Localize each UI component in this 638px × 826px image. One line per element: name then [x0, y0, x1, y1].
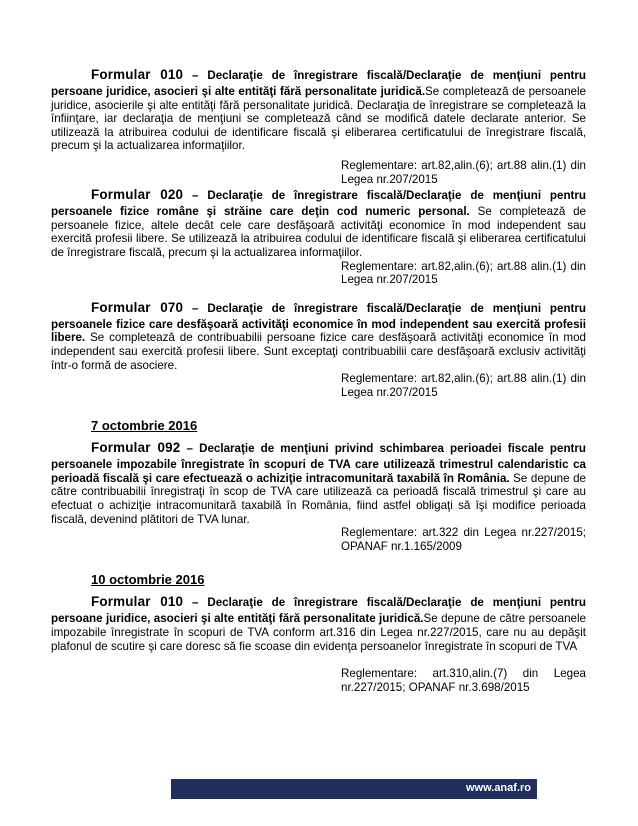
reglementare-line: Reglementare: art.82,alin.(6); art.88 alin.(1) din [341, 372, 586, 386]
reglementare-line: Reglementare: art.82,alin.(6); art.88 alin.(1) din [341, 259, 586, 273]
form-section-010 [51, 66, 586, 153]
reglementare-line: Legea nr.207/2015 [341, 172, 438, 186]
form-heading [51, 66, 586, 85]
form-section-020 [51, 186, 586, 259]
form-number: Formular 020 [91, 187, 184, 203]
form-number: Formular 010 [91, 594, 184, 610]
form-dash: – [192, 301, 199, 315]
form-title-continued: persoane juridice, asocieri şi alte entităţi fără personalitate juridică. [51, 612, 424, 626]
form-heading [51, 186, 586, 205]
form-title: Declaraţie de înregistrare fiscală/Declaraţie de menţiuni pentru [207, 189, 586, 203]
form-number: Formular 092 [91, 440, 181, 456]
form-number: Formular 070 [91, 299, 184, 315]
reglementare-line: nr.227/2015; OPANAF nr.3.698/2015 [341, 680, 530, 694]
reglementare-line: Reglementare: art.322 din Legea nr.227/2015; [341, 526, 586, 540]
form-dash: – [192, 189, 199, 203]
reglementare-line: Legea nr.207/2015 [341, 273, 438, 287]
form-title: Declaraţie de înregistrare fiscală/Declaraţie de menţiuni pentru [207, 301, 586, 315]
form-title: Declaraţie de înregistrare fiscală/Declaraţie de menţiuni pentru [207, 69, 586, 82]
form-dash: – [192, 596, 199, 610]
form-heading [51, 439, 586, 458]
reglementare-line: Reglementare: art.310,alin.(7) din Legea [341, 667, 586, 681]
form-section-070 [51, 299, 586, 372]
form-description: Se completează de contribuabilii persoane fizice care desfăşoară activităţi economice în mod independent sau exercită profesii libere. Sunt exceptaţi contribuabilii care desfăşoară exclusiv activităţi într-o formă de asociere. [51, 331, 586, 372]
document-body [51, 66, 586, 694]
reglementare [341, 159, 586, 186]
form-title: Declaraţie de înregistrare fiscală/Declaraţie de menţiuni pentru [207, 596, 586, 610]
form-title-continued: persoanele fizice române şi străine care deţin cod numeric personal. [51, 205, 470, 219]
form-section-092 [51, 439, 586, 526]
form-dash: – [186, 442, 193, 456]
form-heading [51, 299, 586, 318]
form-description: Se depune de către contribuabilii înregistraţi în scop de TVA care utilizează ca perioadă fiscală trimestrul şi care au efectuat o achiziţie intracomunitară taxabilă în România, fiind astfel obligaţi să îşi modifice perioada fiscală, devenind plătitori de TVA lunar. [51, 471, 586, 526]
reglementare-line: OPANAF nr.1.165/2009 [341, 539, 462, 553]
reglementare [341, 260, 586, 287]
form-title-continued: persoanele fizice care desfăşoară activităţi economice în mod independent sau exercită profesii libere. [51, 317, 586, 345]
form-dash: – [192, 69, 199, 82]
date-heading: 10 octombrie 2016 [91, 572, 205, 588]
reglementare-line: Reglementare: art.82,alin.(6); art.88 alin.(1) din [341, 158, 586, 172]
reglementare-line: Legea nr.207/2015 [341, 385, 438, 399]
form-heading [51, 593, 586, 612]
reglementare [341, 372, 586, 399]
form-number: Formular 010 [91, 67, 184, 82]
form-section-010-deregistration [51, 593, 586, 653]
form-title-continued: persoane juridice, asocieri şi alte entităţi fără personalitate juridică. [51, 85, 426, 98]
reglementare [341, 526, 586, 553]
form-description: Se completează de persoanele fizice, altele decât cele care desfăşoară activităţi economice în mod independent sau exercită profesii libere. Se utilizează la atribuirea codului de identificare fiscală şi eliberarea certificatului de înregistrare fiscală, precum şi la actualizarea informaţiilor. [51, 205, 587, 259]
reglementare [341, 667, 586, 694]
form-title: Declaraţie de menţiuni privind schimbarea perioadei fiscale pentru [199, 442, 586, 456]
footer-website-url: www.anaf.ro [466, 782, 531, 794]
form-title-continued: persoanele impozabile înregistrate în scopuri de TVA care utilizează trimestrul calendaristic ca perioadă fiscală şi care efectuează o achiziţie intracomunitară taxabilă în România. [51, 458, 586, 485]
date-heading: 7 octombrie 2016 [91, 418, 198, 434]
form-description: Se completează de persoanele juridice, asocierile şi alte entităţi fără personalitate juridică. Declaraţia de înregistrare se completează la înfiinţare, iar declaraţia de menţiuni se completează când se modifică datele declarate anterior. Se utilizează la atribuirea codului de identificare fiscală şi eliberarea certificatului de înregistrare fiscală, precum şi la actualizarea informaţiilor. [51, 85, 586, 153]
footer-bar [171, 779, 537, 799]
form-description: Se depune de către persoanele impozabile înregistrate în scopuri de TVA conform art.316 din Legea nr.227/2015, care nu au depăşit plafonul de scutire şi care doresc să fie scoase din evidenţa persoanelor înregistrate în scopuri de TVA [51, 612, 586, 653]
